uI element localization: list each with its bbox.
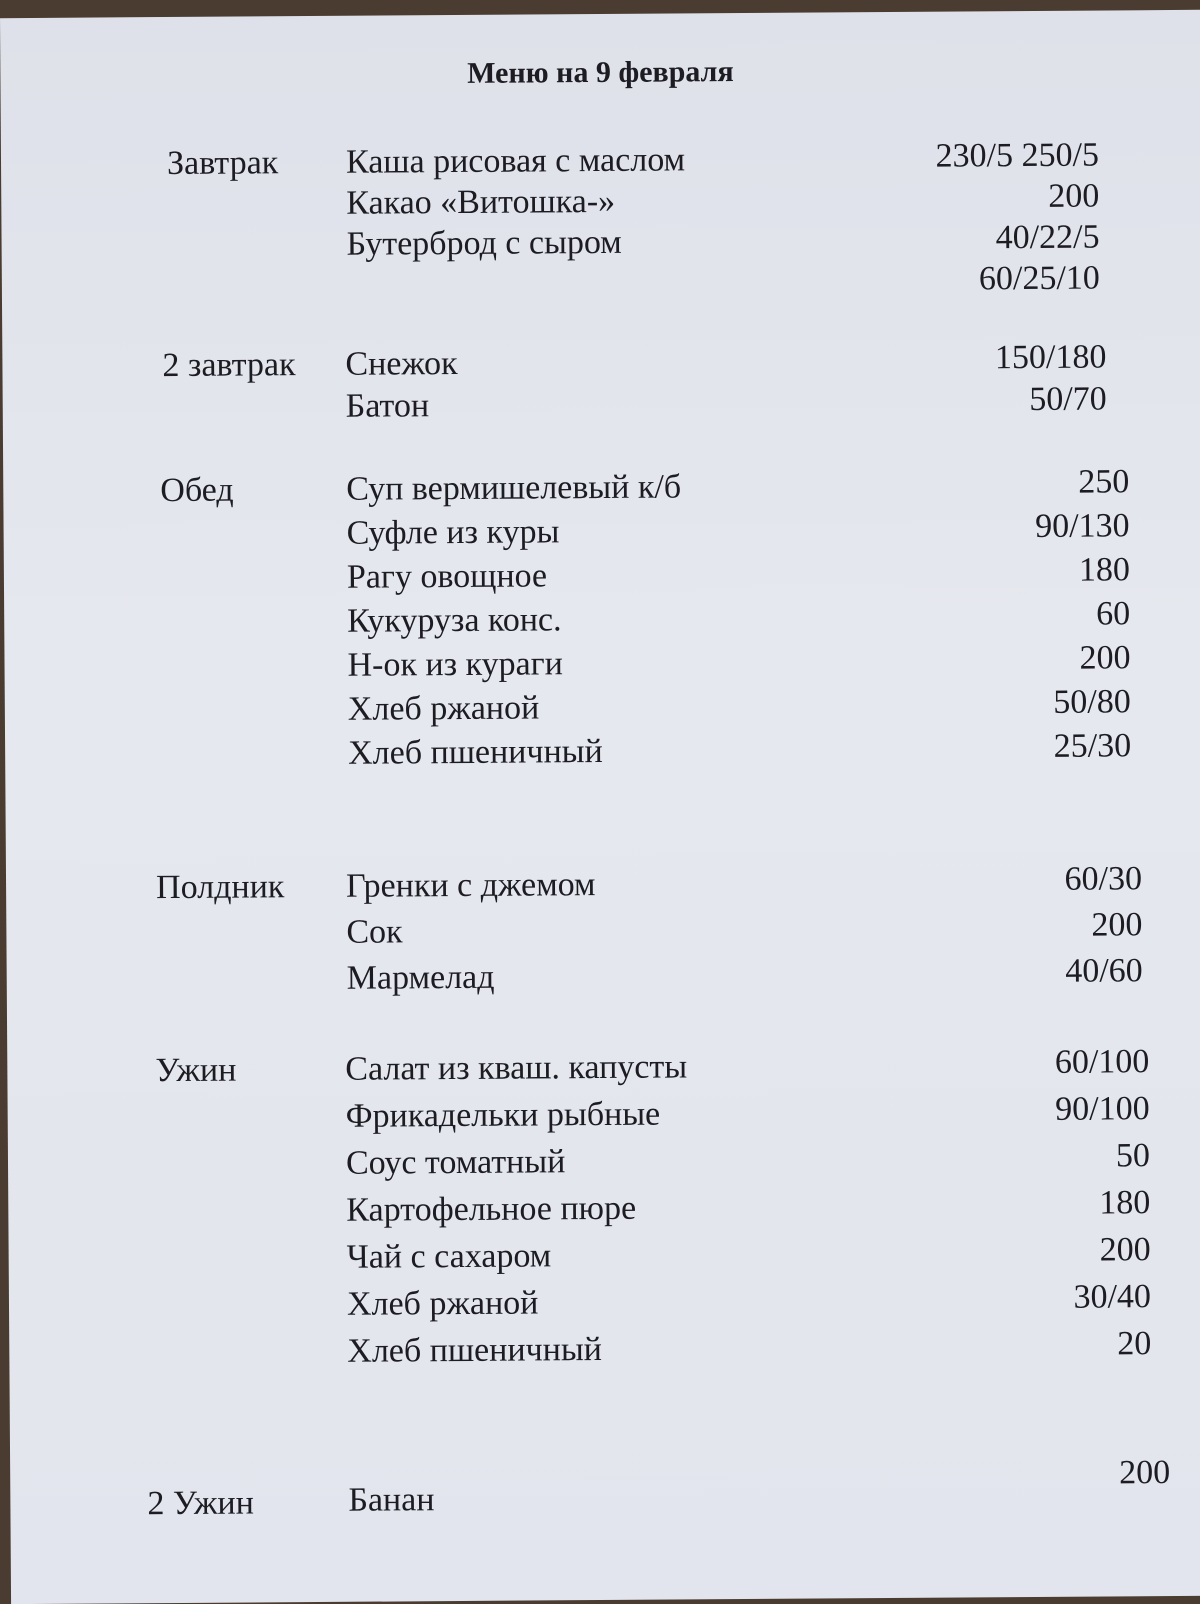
portion-size: 50/80 [1053, 683, 1131, 721]
portion-size: 200 [1079, 639, 1131, 677]
dish-name: Суп вермишелевый к/б [346, 468, 682, 508]
portion-size: 200 [1099, 1231, 1151, 1269]
meal-label: Полдник [155, 868, 285, 907]
dish-name: Сок [346, 913, 403, 951]
dish-name: Каша рисовая с маслом [345, 141, 686, 181]
portion-size: 60 [1096, 595, 1131, 633]
menu-section [1, 136, 1200, 298]
dish-name: Картофельное пюре [346, 1189, 637, 1229]
meal-label: 2 Ужин [147, 1484, 254, 1523]
dish-name: Хлеб пшеничный [348, 732, 603, 772]
menu-item [9, 1327, 1200, 1379]
menu-section [2, 338, 1200, 425]
portion-size: 200 [1091, 906, 1143, 944]
page-title: Меню на 9 февраля [467, 55, 734, 90]
dish-name: Фрикадельки рыбные [345, 1095, 661, 1135]
menu-item [8, 1092, 1200, 1144]
portion-size: 50/70 [1029, 380, 1107, 419]
dish-name: Хлеб ржаной [346, 1284, 539, 1323]
portion-size: 60/25/10 [978, 259, 1100, 298]
menu-item [8, 1186, 1200, 1238]
portion-size: 250 [1078, 463, 1130, 501]
dish-name: Хлеб пшеничный [347, 1331, 603, 1370]
menu-section [3, 463, 1200, 772]
dish-name: Кукуруза конс. [347, 601, 562, 640]
portion-size: 50 [1115, 1137, 1151, 1175]
menu-item [7, 954, 1200, 1006]
dish-name: Какао «Витошка-» [346, 182, 616, 222]
dish-name: Хлеб ржаной [347, 689, 540, 728]
menu-item [2, 261, 1200, 313]
dish-name: Салат из кваш. капусты [345, 1048, 688, 1088]
menu-item [9, 1233, 1200, 1285]
menu-section [10, 1454, 1200, 1523]
menu-item [3, 382, 1200, 434]
portion-size: 40/60 [1065, 952, 1143, 990]
dish-name: Соус томатный [345, 1143, 566, 1182]
portion-size: 20 [1117, 1325, 1152, 1363]
portion-size: 90/130 [1035, 507, 1130, 545]
menu-section [6, 860, 1200, 997]
menu-item [7, 1045, 1200, 1097]
portion-size: 200 [1048, 177, 1100, 215]
meal-label: Обед [160, 471, 234, 510]
dish-name: Н-ок из кураги [347, 645, 563, 684]
portion-size: 150/180 [994, 338, 1107, 377]
dish-name: Батон [345, 387, 430, 425]
dish-name: Снежок [345, 345, 458, 383]
menu-section [7, 1043, 1200, 1370]
menu-item [5, 729, 1200, 781]
menu-item [10, 1454, 1200, 1528]
menu-sheet [0, 10, 1200, 1604]
dish-name: Суфле из куры [346, 513, 560, 552]
portion-size: 25/30 [1053, 727, 1132, 765]
menu-item [9, 1280, 1200, 1332]
portion-size: 90/100 [1055, 1090, 1150, 1128]
portion-size: 230/5 250/5 [935, 136, 1100, 175]
dish-name: Банан [348, 1481, 435, 1519]
dish-name: Чай с сахаром [346, 1237, 552, 1276]
portion-size: 180 [1099, 1184, 1151, 1222]
portion-size: 200 [1119, 1454, 1171, 1492]
meal-label: Ужин [155, 1051, 237, 1090]
portion-size: 60/30 [1064, 860, 1143, 898]
portion-size: 30/40 [1073, 1278, 1152, 1316]
menu-item [6, 862, 1200, 914]
menu-item [8, 1139, 1200, 1191]
portion-size: 180 [1078, 551, 1131, 589]
dish-name: Бутерброд с сыром [346, 223, 622, 263]
portion-size: 40/22/5 [995, 218, 1100, 257]
menu-item [6, 908, 1200, 960]
dish-name: Гренки с джемом [345, 866, 596, 905]
dish-name: Мармелад [346, 958, 495, 997]
meal-label: 2 завтрак [162, 346, 296, 385]
meal-label: Завтрак [166, 144, 279, 183]
portion-size: 60/100 [1054, 1043, 1150, 1081]
dish-name: Рагу овощное [346, 557, 548, 596]
